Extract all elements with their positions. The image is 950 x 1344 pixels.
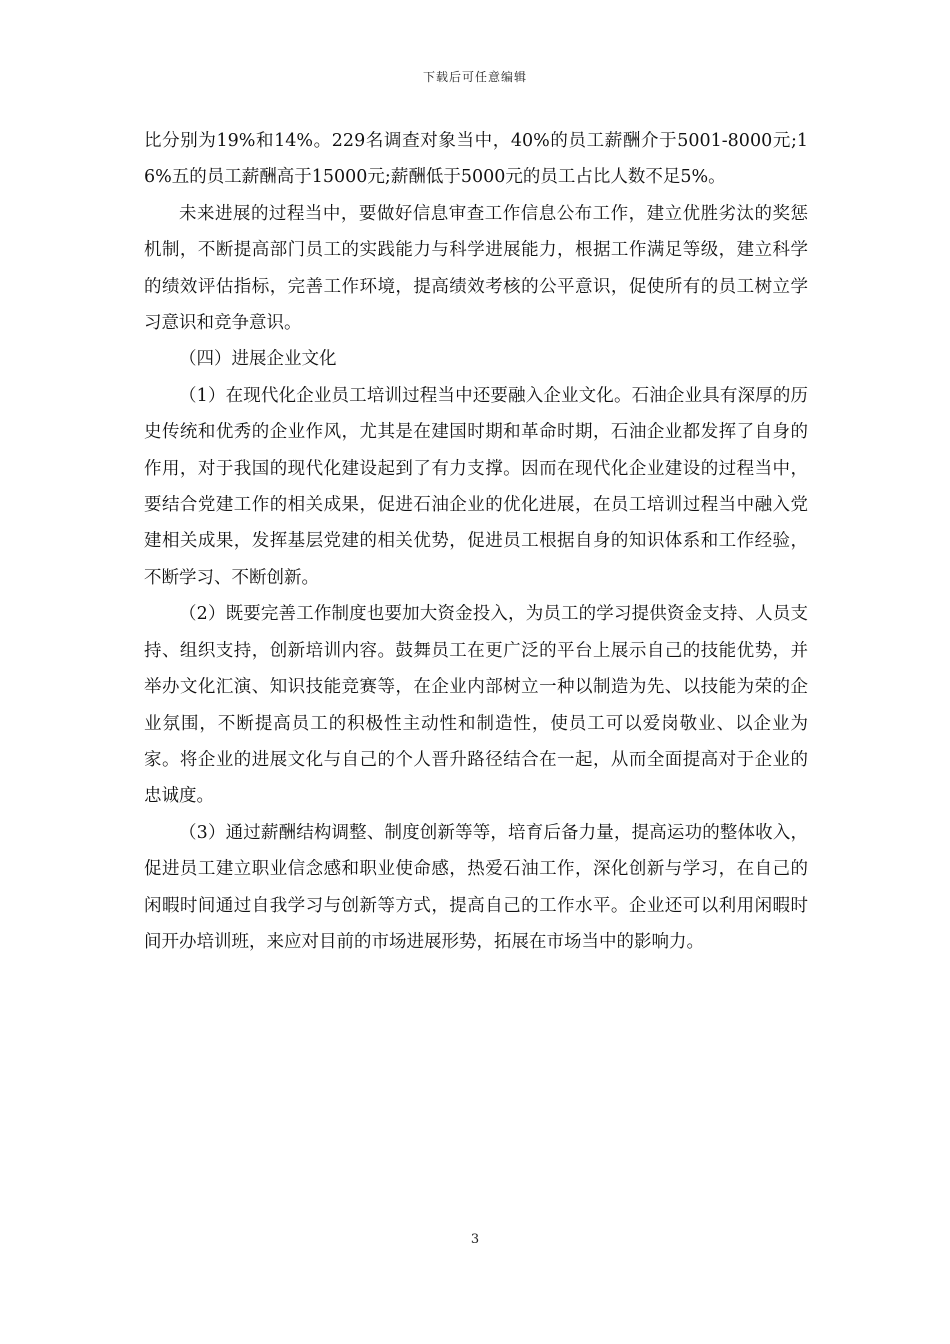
page-header: 下载后可任意编辑	[422, 70, 527, 84]
paragraph-salary-stats: 比分别为19%和14%。229名调查对象当中，40%的员工薪酬介于5001-8000元;16%五的员工薪酬高于15000元;薪酬低于5000元的员工占比人数不足5%。	[144, 131, 808, 188]
paragraph-item-2: （2）既要完善工作制度也要加大资金投入，为员工的学习提供资金支持、人员支持、组织支持，创新培训内容。鼓舞员工在更广泛的平台上展示自己的技能优势，并举办文化汇演、知识技能竞赛等，在企业内部树立一种以制造为先、以技能为荣的企业氛围，不断提高员工的积极性主动性和制造性，使员工可以爱岗敬业、以企业为家。将企业的进展文化与自己的个人晋升路径结合在一起，从而全面提高对于企业的忠诚度。	[144, 604, 808, 807]
paragraph-future-development: 未来进展的过程当中，要做好信息审查工作信息公布工作，建立优胜劣汰的奖惩机制，不断提高部门员工的实践能力与科学进展能力，根据工作满足等级，建立科学的绩效评估指标，完善工作环境，提高绩效考核的公平意识，促使所有的员工树立学习意识和竞争意识。	[144, 203, 808, 334]
paragraph-item-3: （3）通过薪酬结构调整、制度创新等等，培育后备力量，提高运功的整体收入，促进员工建立职业信念感和职业使命感，热爱石油工作，深化创新与学习，在自己的闲暇时间通过自我学习与创新等方式，提高自己的工作水平。企业还可以利用闲暇时间开办培训班，来应对目前的市场进展形势，拓展在市场当中的影响力。	[144, 822, 808, 952]
paragraph-item-1: （1）在现代化企业员工培训过程当中还要融入企业文化。石油企业具有深厚的历史传统和优秀的企业作风，尤其是在建国时期和革命时期，石油企业都发挥了自身的作用，对于我国的现代化建设起到了有力支撑。因而在现代化企业建设的过程当中，要结合党建工作的相关成果，促进石油企业的优化进展，在员工培训过程当中融入党建相关成果，发挥基层党建的相关优势，促进员工根据自身的知识体系和工作经验，不断学习、不断创新。	[144, 385, 808, 588]
section-heading-corporate-culture: （四）进展企业文化	[179, 349, 337, 370]
document-body	[144, 123, 808, 960]
page-number: 3	[470, 1232, 480, 1247]
